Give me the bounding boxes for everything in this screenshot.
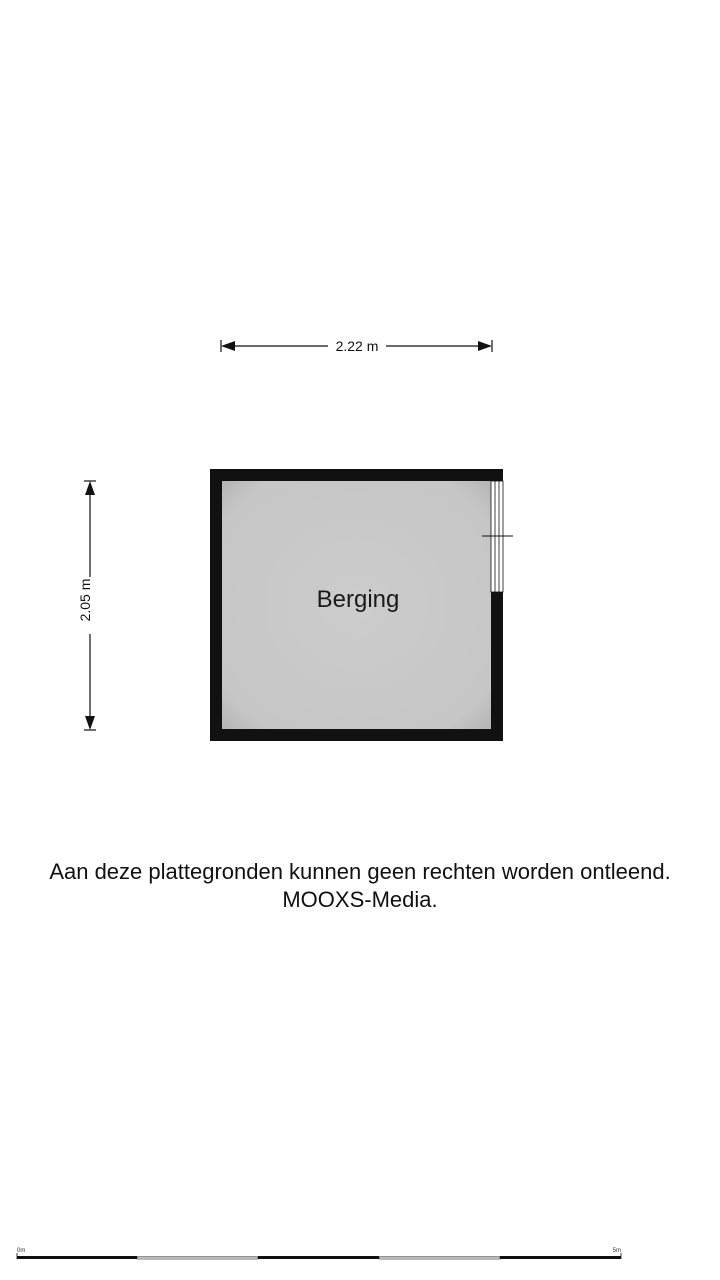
wall-top <box>210 469 503 481</box>
arrow-left-icon <box>221 341 235 351</box>
disclaimer-line-1: Aan deze plattegronden kunnen geen rechten worden ontleend. <box>49 859 671 884</box>
arrow-right-icon <box>478 341 492 351</box>
scale-bar-segment-4 <box>379 1257 500 1259</box>
wall-left <box>210 469 222 741</box>
scale-bar-end-label: 5m <box>612 1248 621 1254</box>
arrow-down-icon <box>85 716 95 730</box>
width-dimension <box>221 338 492 354</box>
scale-bar-segment-1 <box>17 1256 137 1259</box>
height-dimension-label: 2.05 m <box>77 578 93 622</box>
disclaimer <box>0 858 720 914</box>
scale-bar-segment-3 <box>258 1256 379 1259</box>
wall-right-lower <box>491 592 503 741</box>
room-berging <box>210 469 513 741</box>
arrow-up-icon <box>85 481 95 495</box>
scale-bar-start-label: 0m <box>17 1248 26 1254</box>
disclaimer-line-2: MOOXS-Media. <box>282 887 438 912</box>
wall-bottom <box>210 729 503 741</box>
scale-bar <box>17 1248 621 1259</box>
width-dimension-label: 2.22 m <box>335 338 379 354</box>
room-label: Berging <box>316 586 400 613</box>
scale-bar-segment-5 <box>500 1256 621 1259</box>
height-dimension <box>77 481 96 730</box>
scale-bar-segment-2 <box>137 1257 258 1259</box>
